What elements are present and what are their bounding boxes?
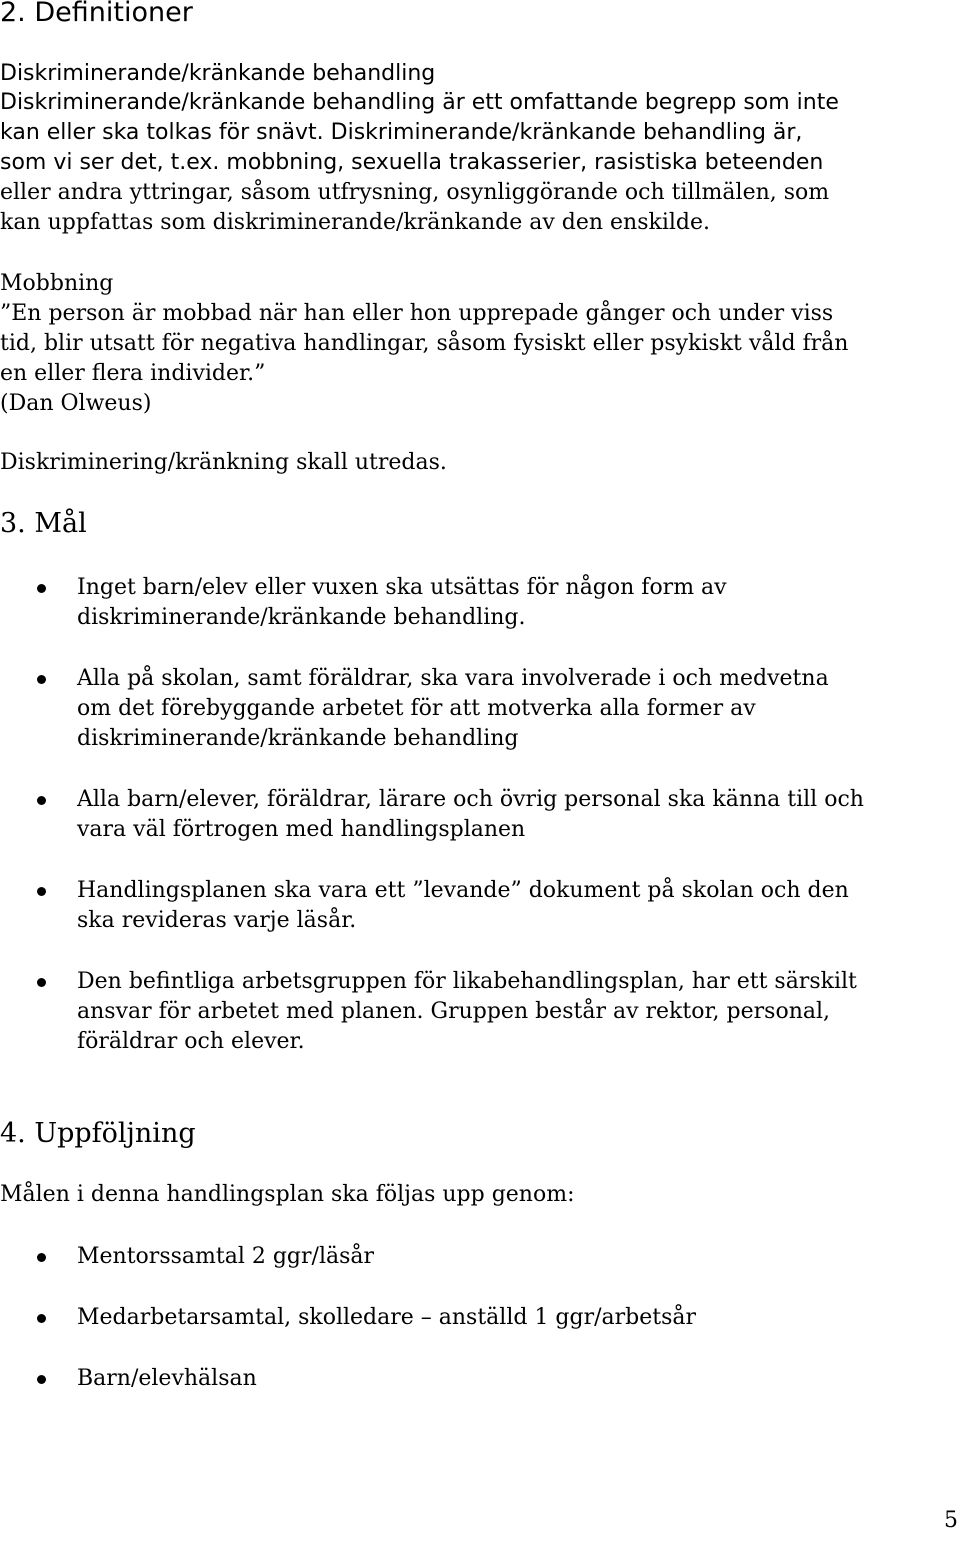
bullet-icon (37, 796, 46, 805)
list-item-text: Inget barn/elev eller vuxen ska utsättas för någon form av (77, 575, 727, 600)
subheading-diskriminerande: Diskriminerande/kränkande behandling (0, 61, 436, 86)
list-item-text: föräldrar och elever. (77, 1029, 305, 1054)
bullet-icon (37, 1314, 46, 1323)
bullet-icon (37, 1375, 46, 1384)
subheading-mobbning: Mobbning (0, 271, 114, 296)
section-heading-uppfoljning: 4. Uppföljning (0, 1118, 196, 1149)
list-item-text: om det förebyggande arbetet för att motverka alla former av (77, 696, 756, 721)
paragraph-line: Diskriminerande/kränkande behandling är ett omfattande begrepp som inte (0, 90, 839, 115)
paragraph-line: kan uppfattas som diskriminerande/kränkande av den enskilde. (0, 210, 710, 235)
list-item-text: diskriminerande/kränkande behandling. (77, 605, 526, 630)
bullet-icon (37, 675, 46, 684)
list-item-text: Barn/elevhälsan (77, 1366, 257, 1391)
section-heading-mal: 3. Mål (0, 508, 87, 539)
list-item-text: Alla på skolan, samt föräldrar, ska vara involverade i och medvetna (77, 666, 829, 691)
paragraph-line: eller andra yttringar, såsom utfrysning, osynliggörande och tillmälen, som (0, 180, 830, 205)
page-number: 5 (944, 1508, 958, 1533)
quote-line: en eller flera individer.” (0, 361, 266, 386)
list-item-text: vara väl förtrogen med handlingsplanen (77, 817, 526, 842)
paragraph-line: som vi ser det, t.ex. mobbning, sexuella trakasserier, rasistiska beteenden (0, 150, 824, 175)
list-item-text: ansvar för arbetet med planen. Gruppen består av rektor, personal, (77, 999, 831, 1024)
list-item-text: Alla barn/elever, föräldrar, lärare och övrig personal ska känna till och (77, 787, 864, 812)
list-item-text: Handlingsplanen ska vara ett ”levande” dokument på skolan och den (77, 878, 849, 903)
bullet-icon (37, 1253, 46, 1262)
list-item-text: diskriminerande/kränkande behandling (77, 726, 519, 751)
quote-source: (Dan Olweus) (0, 391, 152, 416)
statement-utredas: Diskriminering/kränkning skall utredas. (0, 450, 447, 475)
section-heading-definitioner: 2. Definitioner (0, 0, 193, 28)
list-item-text: Medarbetarsamtal, skolledare – anställd 1 ggr/arbetsår (77, 1305, 697, 1330)
bullet-icon (37, 887, 46, 896)
list-item-text: Mentorssamtal 2 ggr/läsår (77, 1244, 375, 1269)
paragraph-line: kan eller ska tolkas för snävt. Diskriminerande/kränkande behandling är, (0, 120, 803, 145)
bullet-icon (37, 584, 46, 593)
bullet-icon (37, 978, 46, 987)
list-item-text: Den befintliga arbetsgruppen för likabehandlingsplan, har ett särskilt (77, 969, 857, 994)
quote-line: tid, blir utsatt för negativa handlingar, såsom fysiskt eller psykiskt våld från (0, 331, 849, 356)
quote-line: ”En person är mobbad när han eller hon upprepade gånger och under viss (0, 301, 834, 326)
list-item-text: ska revideras varje läsår. (77, 908, 357, 933)
section-intro: Målen i denna handlingsplan ska följas upp genom: (0, 1182, 575, 1207)
